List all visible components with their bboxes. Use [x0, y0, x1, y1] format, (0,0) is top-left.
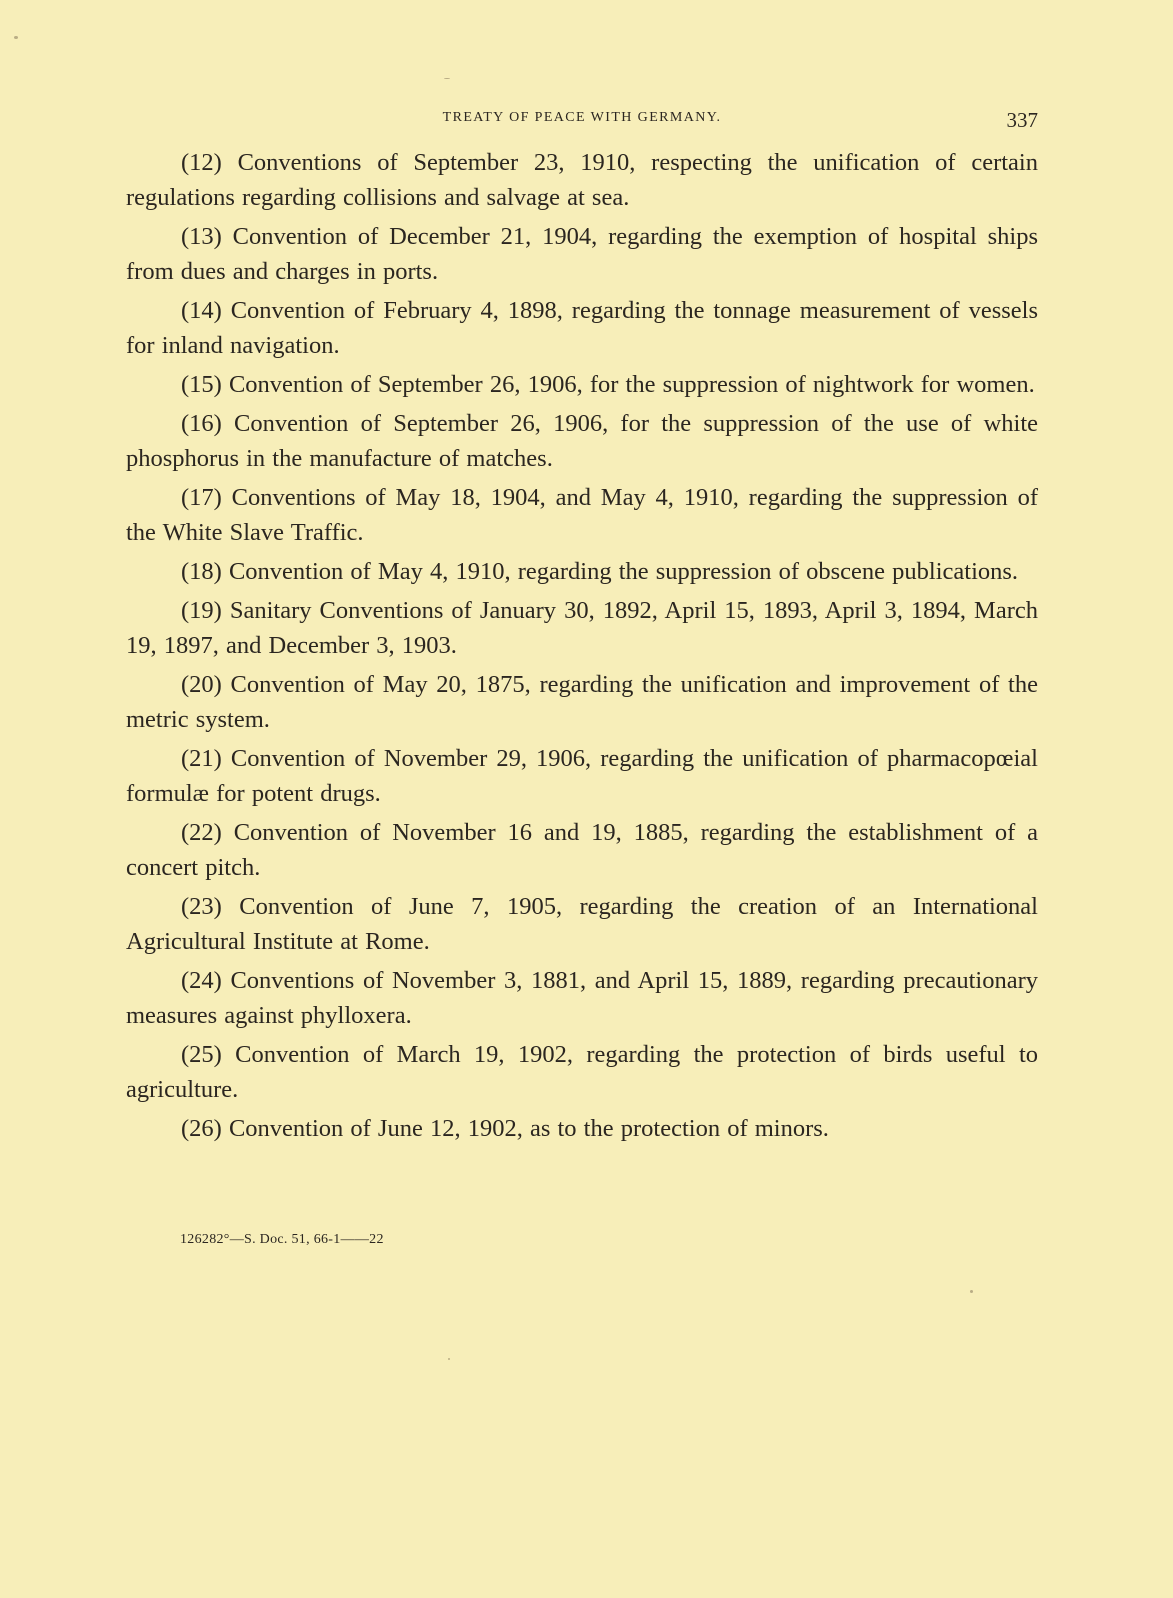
- signature-mark: 126282°—S. Doc. 51, 66-1——22: [180, 1232, 384, 1247]
- page-number: 337: [1006, 108, 1038, 132]
- paper-speck: [448, 1358, 450, 1360]
- list-item-19: (19) Sanitary Conventions of January 30, 1892, April 15, 1893, April 3, 1894, March 19, 1897, and December 3, 1903.: [126, 597, 1038, 659]
- running-title: TREATY OF PEACE WITH GERMANY.: [442, 110, 722, 125]
- list-item-22: (22) Convention of November 16 and 19, 1885, regarding the establishment of a concert pitch.: [126, 819, 1038, 881]
- list-item-13: (13) Convention of December 21, 1904, regarding the exemption of hospital ships from dues and charges in ports.: [126, 223, 1038, 285]
- list-item-15: (15) Convention of September 26, 1906, for the suppression of nightwork for women.: [181, 371, 1035, 398]
- convention-list: [126, 145, 1038, 1150]
- list-item-25: (25) Convention of March 19, 1902, regarding the protection of birds useful to agriculture.: [126, 1041, 1038, 1103]
- running-head: [126, 108, 1038, 132]
- list-item-12: (12) Conventions of September 23, 1910, respecting the unification of certain regulations regarding collisions and salvage at sea.: [126, 149, 1038, 211]
- list-item-20: (20) Convention of May 20, 1875, regarding the unification and improvement of the metric system.: [126, 671, 1038, 733]
- list-item-16: (16) Convention of September 26, 1906, for the suppression of the use of white phosphorus in the manufacture of matches.: [126, 410, 1038, 472]
- paper-speck: [14, 36, 18, 39]
- paper-speck: [444, 78, 450, 79]
- list-item-21: (21) Convention of November 29, 1906, regarding the unification of pharmacopœial formulæ for potent drugs.: [126, 745, 1038, 807]
- list-item-23: (23) Convention of June 7, 1905, regarding the creation of an International Agricultural Institute at Rome.: [126, 893, 1038, 955]
- list-item-26: (26) Convention of June 12, 1902, as to the protection of minors.: [181, 1115, 829, 1142]
- list-item-14: (14) Convention of February 4, 1898, regarding the tonnage measurement of vessels for inland navigation.: [126, 297, 1038, 359]
- list-item-18: (18) Convention of May 4, 1910, regarding the suppression of obscene publications.: [181, 558, 1019, 585]
- list-item-17: (17) Conventions of May 18, 1904, and May 4, 1910, regarding the suppression of the White Slave Traffic.: [126, 484, 1038, 546]
- paper-speck: [970, 1290, 973, 1293]
- list-item-24: (24) Conventions of November 3, 1881, and April 15, 1889, regarding precautionary measures against phylloxera.: [126, 967, 1038, 1029]
